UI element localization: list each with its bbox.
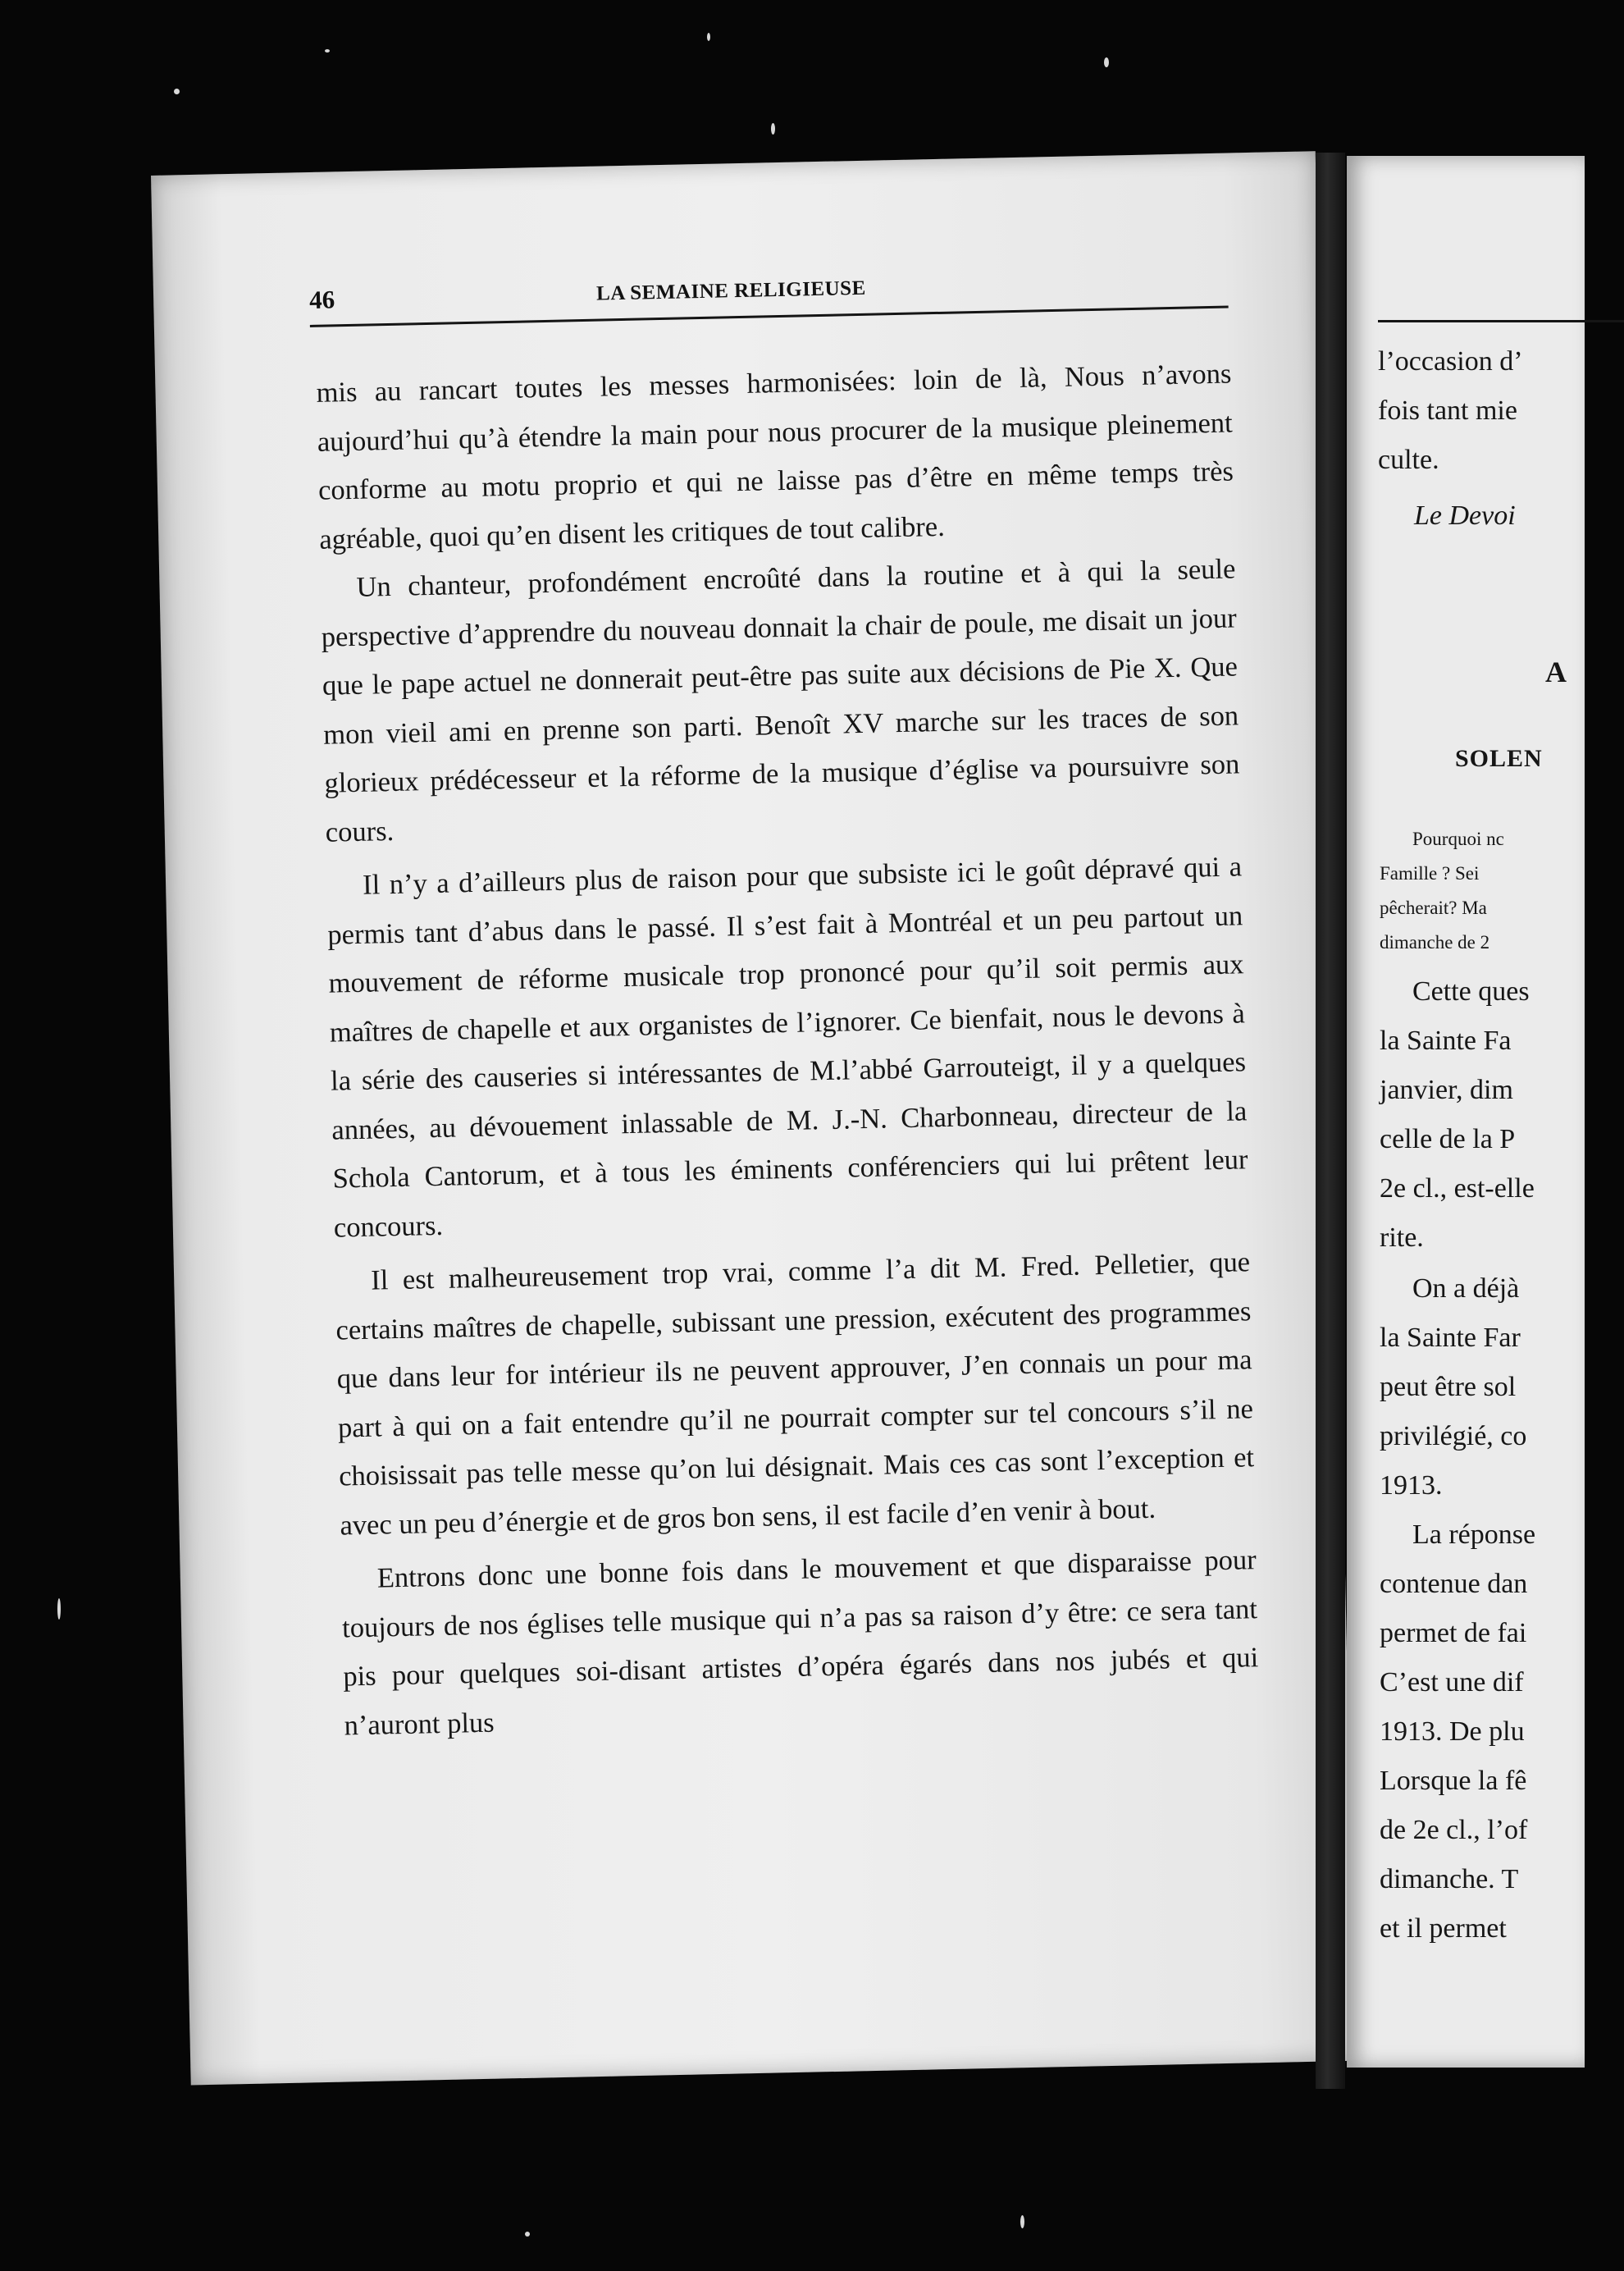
article-body	[316, 350, 1260, 1750]
right-line: Cette ques	[1412, 976, 1530, 1007]
right-line: privilégié, co	[1380, 1421, 1527, 1451]
section-heading-letter: A	[1545, 656, 1567, 688]
paragraph: Il est malheureusement trop vrai, comme l’a dit M. Fred. Pelletier, que certains maîtres de chapelle, subissant une pression, exécutent des programmes que dans leur for intérieur ils ne peuvent approuver, J’en connais un pour ma part à qui on a fait entendre qu’il ne pourrait compter sur tel concours s’il ne choisissait pas telle messe qu’on lui désignait. Mais ces cas sont l’exception et avec un peu d’énergie et de gros bon sens, il est facile d’en venir à bout.	[335, 1246, 1255, 1542]
intro-line: pêcherait? Ma	[1380, 898, 1487, 918]
book-gutter	[1316, 153, 1345, 2089]
page-number: 46	[308, 285, 335, 314]
paragraph-continued: mis au rancart toutes les messes harmonisées: loin de là, Nous n’avons aujourd’hui qu’à étendre la main pour nous procurer de la musique pleinement conforme au motu proprio et qui ne laisse pas d’être en même temps très agréable, quoi qu’en disent les critiques de tout calibre.	[316, 358, 1234, 555]
scan-speck	[525, 2232, 530, 2237]
right-page	[1347, 156, 1585, 2068]
right-line: On a déjà	[1412, 1273, 1520, 1304]
right-line: celle de la P	[1380, 1124, 1516, 1154]
scan-speck	[325, 49, 330, 53]
scan-speck	[174, 89, 180, 94]
right-line: 2e cl., est-elle	[1380, 1173, 1535, 1204]
scan-speck	[1104, 57, 1109, 67]
right-line: permet de fai	[1380, 1618, 1527, 1648]
scan-speck	[771, 123, 775, 135]
signature: Le Devoi	[1414, 500, 1516, 531]
right-line: 1913. De plu	[1380, 1716, 1525, 1747]
section-subheading: SOLEN	[1455, 745, 1543, 772]
paragraph: Un chanteur, profondément encroûté dans la routine et à qui la seule perspective d’apprendre du nouveau donnait la chair de poule, me disait un jour que le pape actuel ne donnerait peut-être pas suite aux décisions de Pie X. Que mon vieil ami en prenne son parti. Benoît XV marche sur les traces de son glorieux prédécesseur et la réforme de la musique d’église va poursuivre son cours.	[321, 553, 1240, 848]
running-title: LA SEMAINE RELIGIEUSE	[595, 276, 867, 305]
right-line: C’est une dif	[1380, 1667, 1524, 1698]
right-header-rule	[1378, 320, 1624, 322]
scan-speck	[1020, 2215, 1024, 2228]
right-line: de 2e cl., l’of	[1380, 1815, 1528, 1845]
right-line: culte.	[1378, 445, 1439, 475]
right-line: 1913.	[1380, 1470, 1443, 1501]
intro-line: Pourquoi nc	[1412, 829, 1504, 849]
intro-line: Famille ? Sei	[1380, 863, 1480, 884]
scan-speck	[57, 1598, 61, 1620]
right-line: La réponse	[1412, 1519, 1536, 1550]
right-line: rite.	[1380, 1222, 1424, 1253]
intro-line: dimanche de 2	[1380, 932, 1490, 953]
right-line: et il permet	[1380, 1913, 1507, 1944]
right-line: Lorsque la fê	[1380, 1766, 1527, 1796]
right-line: contenue dan	[1380, 1569, 1528, 1599]
right-line: l’occasion d’	[1378, 346, 1523, 377]
paragraph: Il n’y a d’ailleurs plus de raison pour que subsiste ici le goût dépravé qui a permis tant d’abus dans le passé. Il s’est fait à Montréal et un peu partout un mouvement de réforme musicale trop prononcé pour qu’il soit permis aux maîtres de chapelle et aux organistes de l’ignorer. Ce bienfait, nous le devons à la série des causeries si intéressantes de M.l’abbé Garrouteigt, il y a quelques années, au dévouement inlassable de M. J.-N. Charbonneau, directeur de la Schola Cantorum, et à tous les éminents conférenciers qui lui prêtent leur concours.	[327, 851, 1248, 1244]
left-page	[151, 151, 1355, 2085]
right-line: fois tant mie	[1378, 395, 1517, 426]
right-line: dimanche. T	[1380, 1864, 1519, 1894]
right-line: janvier, dim	[1380, 1075, 1513, 1105]
right-line: peut être sol	[1380, 1372, 1517, 1402]
paragraph: Entrons donc une bonne fois dans le mouvement et que disparaisse pour toujours de nos églises telle musique qui n’a pas sa raison d’y être: ce sera tant pis pour quelques soi-disant artistes d’opéra égarés dans nos jubés et qui n’auront plus	[341, 1544, 1259, 1741]
right-line: la Sainte Fa	[1380, 1026, 1512, 1056]
scan-speck	[707, 33, 710, 41]
right-line: la Sainte Far	[1380, 1323, 1521, 1353]
